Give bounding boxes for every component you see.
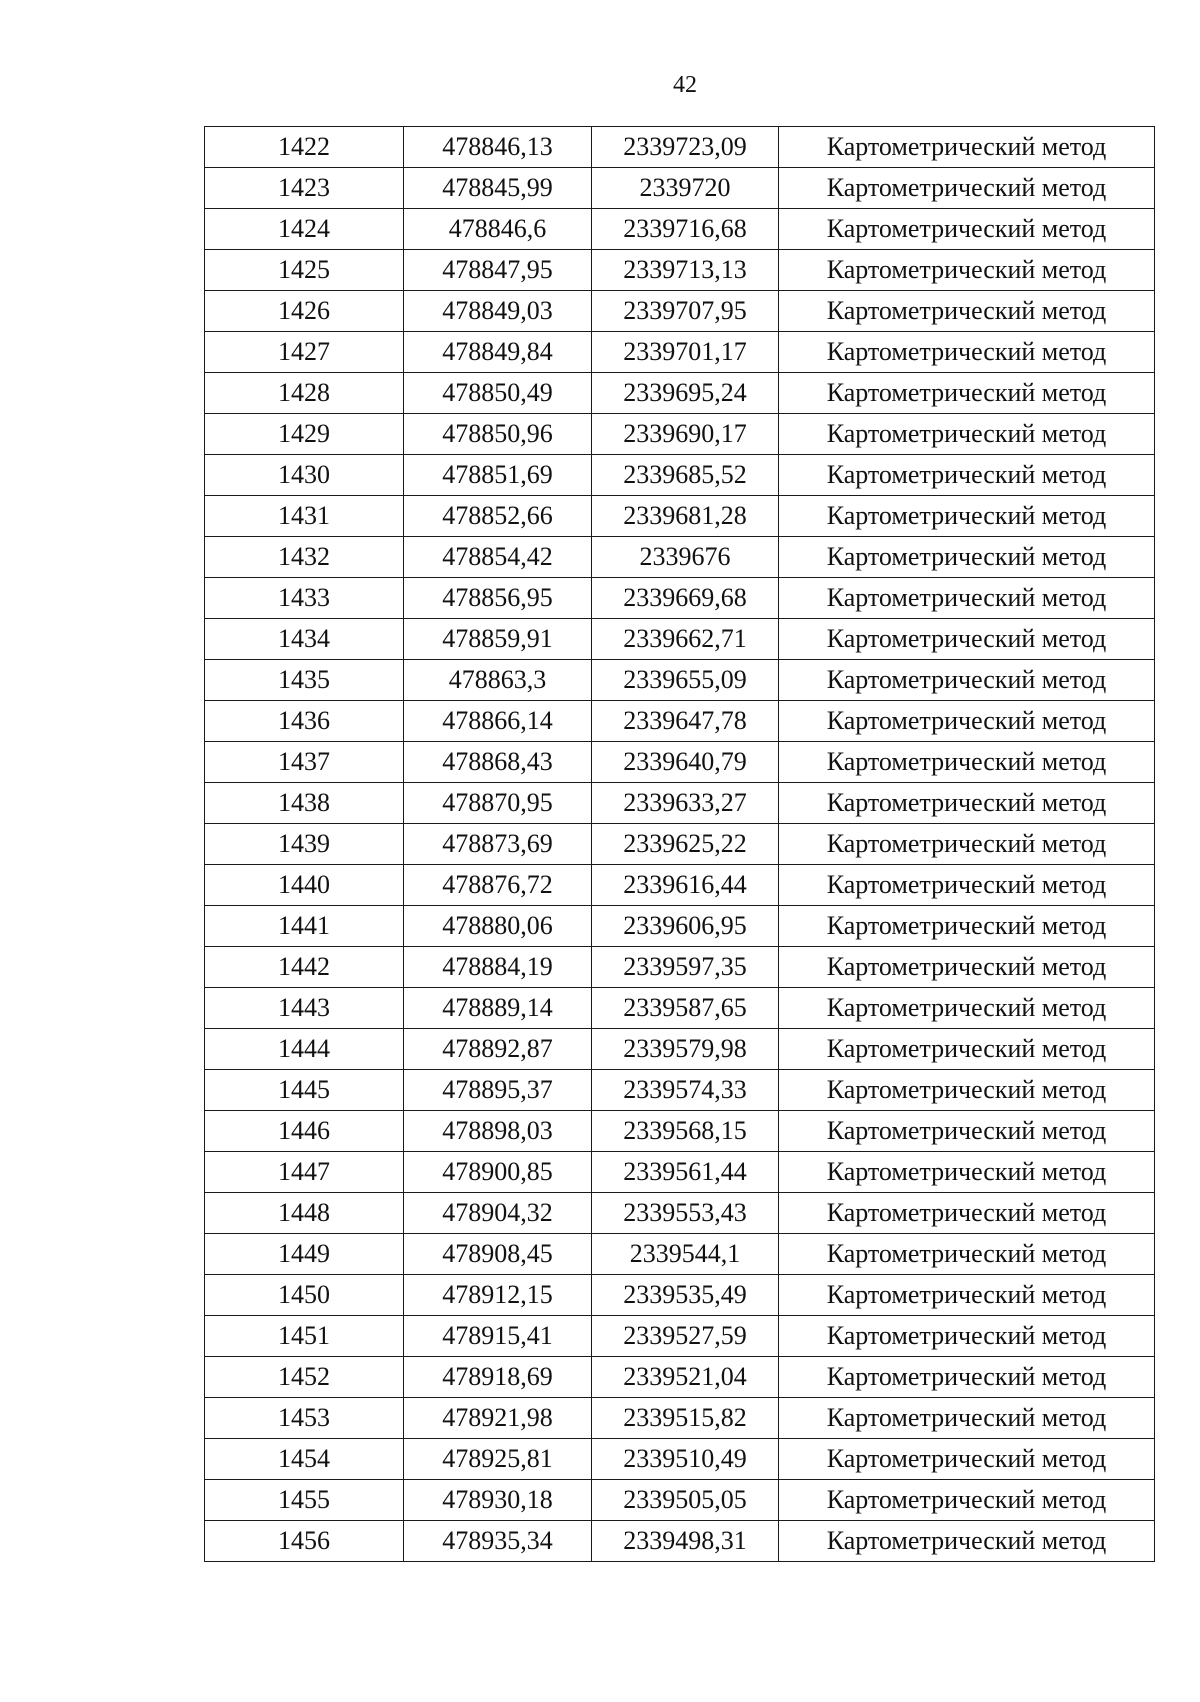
x-coordinate-cell: 478884,19 [404,947,592,988]
y-coordinate-cell: 2339574,33 [592,1070,779,1111]
method-cell: Картометрический метод [779,496,1155,537]
point-number-cell: 1427 [205,332,404,373]
point-number-cell: 1434 [205,619,404,660]
point-number-cell: 1447 [205,1152,404,1193]
method-cell: Картометрический метод [779,660,1155,701]
method-cell: Картометрический метод [779,619,1155,660]
x-coordinate-cell: 478925,81 [404,1439,592,1480]
table-row [205,1357,1155,1398]
y-coordinate-cell: 2339521,04 [592,1357,779,1398]
x-coordinate-cell: 478892,87 [404,1029,592,1070]
y-coordinate-cell: 2339579,98 [592,1029,779,1070]
table-row [205,209,1155,250]
method-cell: Картометрический метод [779,250,1155,291]
point-number-cell: 1426 [205,291,404,332]
table-row [205,455,1155,496]
x-coordinate-cell: 478870,95 [404,783,592,824]
y-coordinate-cell: 2339515,82 [592,1398,779,1439]
x-coordinate-cell: 478846,13 [404,127,592,168]
y-coordinate-cell: 2339723,09 [592,127,779,168]
y-coordinate-cell: 2339606,95 [592,906,779,947]
table-row [205,865,1155,906]
x-coordinate-cell: 478873,69 [404,824,592,865]
y-coordinate-cell: 2339510,49 [592,1439,779,1480]
y-coordinate-cell: 2339544,1 [592,1234,779,1275]
point-number-cell: 1444 [205,1029,404,1070]
x-coordinate-cell: 478851,69 [404,455,592,496]
table-row [205,332,1155,373]
table-row [205,1029,1155,1070]
method-cell: Картометрический метод [779,1357,1155,1398]
table-row [205,291,1155,332]
point-number-cell: 1446 [205,1111,404,1152]
point-number-cell: 1431 [205,496,404,537]
x-coordinate-cell: 478866,14 [404,701,592,742]
method-cell: Картометрический метод [779,1316,1155,1357]
table-row [205,373,1155,414]
y-coordinate-cell: 2339587,65 [592,988,779,1029]
point-number-cell: 1448 [205,1193,404,1234]
point-number-cell: 1442 [205,947,404,988]
x-coordinate-cell: 478846,6 [404,209,592,250]
point-number-cell: 1433 [205,578,404,619]
y-coordinate-cell: 2339498,31 [592,1521,779,1562]
method-cell: Картометрический метод [779,209,1155,250]
y-coordinate-cell: 2339685,52 [592,455,779,496]
x-coordinate-cell: 478868,43 [404,742,592,783]
method-cell: Картометрический метод [779,1152,1155,1193]
table-row [205,783,1155,824]
coordinates-table-body [205,127,1155,1562]
table-row [205,906,1155,947]
x-coordinate-cell: 478854,42 [404,537,592,578]
method-cell: Картометрический метод [779,373,1155,414]
page-number: 42 [673,72,697,98]
method-cell: Картометрический метод [779,701,1155,742]
method-cell: Картометрический метод [779,988,1155,1029]
table-row [205,988,1155,1029]
y-coordinate-cell: 2339676 [592,537,779,578]
x-coordinate-cell: 478900,85 [404,1152,592,1193]
method-cell: Картометрический метод [779,1439,1155,1480]
table-row [205,1070,1155,1111]
y-coordinate-cell: 2339669,68 [592,578,779,619]
point-number-cell: 1440 [205,865,404,906]
point-number-cell: 1451 [205,1316,404,1357]
y-coordinate-cell: 2339647,78 [592,701,779,742]
method-cell: Картометрический метод [779,332,1155,373]
method-cell: Картометрический метод [779,824,1155,865]
table-row [205,742,1155,783]
x-coordinate-cell: 478876,72 [404,865,592,906]
y-coordinate-cell: 2339527,59 [592,1316,779,1357]
point-number-cell: 1455 [205,1480,404,1521]
point-number-cell: 1454 [205,1439,404,1480]
method-cell: Картометрический метод [779,1521,1155,1562]
method-cell: Картометрический метод [779,578,1155,619]
y-coordinate-cell: 2339690,17 [592,414,779,455]
x-coordinate-cell: 478847,95 [404,250,592,291]
table-row [205,1316,1155,1357]
x-coordinate-cell: 478850,96 [404,414,592,455]
point-number-cell: 1430 [205,455,404,496]
x-coordinate-cell: 478935,34 [404,1521,592,1562]
point-number-cell: 1453 [205,1398,404,1439]
point-number-cell: 1437 [205,742,404,783]
point-number-cell: 1443 [205,988,404,1029]
point-number-cell: 1428 [205,373,404,414]
method-cell: Картометрический метод [779,1480,1155,1521]
coordinates-table [204,126,1155,1562]
y-coordinate-cell: 2339553,43 [592,1193,779,1234]
point-number-cell: 1425 [205,250,404,291]
method-cell: Картометрический метод [779,127,1155,168]
table-row [205,127,1155,168]
point-number-cell: 1445 [205,1070,404,1111]
y-coordinate-cell: 2339505,05 [592,1480,779,1521]
x-coordinate-cell: 478852,66 [404,496,592,537]
y-coordinate-cell: 2339597,35 [592,947,779,988]
x-coordinate-cell: 478904,32 [404,1193,592,1234]
y-coordinate-cell: 2339616,44 [592,865,779,906]
x-coordinate-cell: 478908,45 [404,1234,592,1275]
table-row [205,1521,1155,1562]
x-coordinate-cell: 478849,84 [404,332,592,373]
x-coordinate-cell: 478895,37 [404,1070,592,1111]
method-cell: Картометрический метод [779,414,1155,455]
x-coordinate-cell: 478889,14 [404,988,592,1029]
table-row [205,1275,1155,1316]
table-row [205,578,1155,619]
point-number-cell: 1436 [205,701,404,742]
table-row [205,1480,1155,1521]
y-coordinate-cell: 2339695,24 [592,373,779,414]
y-coordinate-cell: 2339662,71 [592,619,779,660]
x-coordinate-cell: 478849,03 [404,291,592,332]
point-number-cell: 1450 [205,1275,404,1316]
y-coordinate-cell: 2339640,79 [592,742,779,783]
y-coordinate-cell: 2339701,17 [592,332,779,373]
y-coordinate-cell: 2339720 [592,168,779,209]
table-row [205,496,1155,537]
y-coordinate-cell: 2339655,09 [592,660,779,701]
table-row [205,1234,1155,1275]
method-cell: Картометрический метод [779,1398,1155,1439]
table-row [205,1439,1155,1480]
x-coordinate-cell: 478912,15 [404,1275,592,1316]
x-coordinate-cell: 478845,99 [404,168,592,209]
table-row [205,1152,1155,1193]
method-cell: Картометрический метод [779,1234,1155,1275]
y-coordinate-cell: 2339713,13 [592,250,779,291]
table-row [205,701,1155,742]
point-number-cell: 1424 [205,209,404,250]
method-cell: Картометрический метод [779,455,1155,496]
method-cell: Картометрический метод [779,947,1155,988]
y-coordinate-cell: 2339707,95 [592,291,779,332]
x-coordinate-cell: 478856,95 [404,578,592,619]
method-cell: Картометрический метод [779,1193,1155,1234]
table-row [205,537,1155,578]
point-number-cell: 1456 [205,1521,404,1562]
point-number-cell: 1429 [205,414,404,455]
x-coordinate-cell: 478863,3 [404,660,592,701]
x-coordinate-cell: 478859,91 [404,619,592,660]
point-number-cell: 1449 [205,1234,404,1275]
table-row [205,250,1155,291]
x-coordinate-cell: 478918,69 [404,1357,592,1398]
table-row [205,619,1155,660]
x-coordinate-cell: 478850,49 [404,373,592,414]
y-coordinate-cell: 2339568,15 [592,1111,779,1152]
x-coordinate-cell: 478915,41 [404,1316,592,1357]
method-cell: Картометрический метод [779,291,1155,332]
method-cell: Картометрический метод [779,865,1155,906]
point-number-cell: 1439 [205,824,404,865]
method-cell: Картометрический метод [779,906,1155,947]
table-row [205,1111,1155,1152]
table-row [205,1398,1155,1439]
point-number-cell: 1441 [205,906,404,947]
y-coordinate-cell: 2339625,22 [592,824,779,865]
point-number-cell: 1422 [205,127,404,168]
method-cell: Картометрический метод [779,1029,1155,1070]
table-row [205,168,1155,209]
table-row [205,414,1155,455]
point-number-cell: 1423 [205,168,404,209]
x-coordinate-cell: 478921,98 [404,1398,592,1439]
point-number-cell: 1438 [205,783,404,824]
method-cell: Картометрический метод [779,168,1155,209]
x-coordinate-cell: 478898,03 [404,1111,592,1152]
y-coordinate-cell: 2339681,28 [592,496,779,537]
method-cell: Картометрический метод [779,1111,1155,1152]
y-coordinate-cell: 2339716,68 [592,209,779,250]
table-row [205,1193,1155,1234]
method-cell: Картометрический метод [779,1275,1155,1316]
method-cell: Картометрический метод [779,537,1155,578]
x-coordinate-cell: 478880,06 [404,906,592,947]
point-number-cell: 1452 [205,1357,404,1398]
point-number-cell: 1432 [205,537,404,578]
x-coordinate-cell: 478930,18 [404,1480,592,1521]
y-coordinate-cell: 2339535,49 [592,1275,779,1316]
table-row [205,947,1155,988]
table-row [205,824,1155,865]
method-cell: Картометрический метод [779,1070,1155,1111]
method-cell: Картометрический метод [779,783,1155,824]
method-cell: Картометрический метод [779,742,1155,783]
table-row [205,660,1155,701]
y-coordinate-cell: 2339561,44 [592,1152,779,1193]
y-coordinate-cell: 2339633,27 [592,783,779,824]
point-number-cell: 1435 [205,660,404,701]
